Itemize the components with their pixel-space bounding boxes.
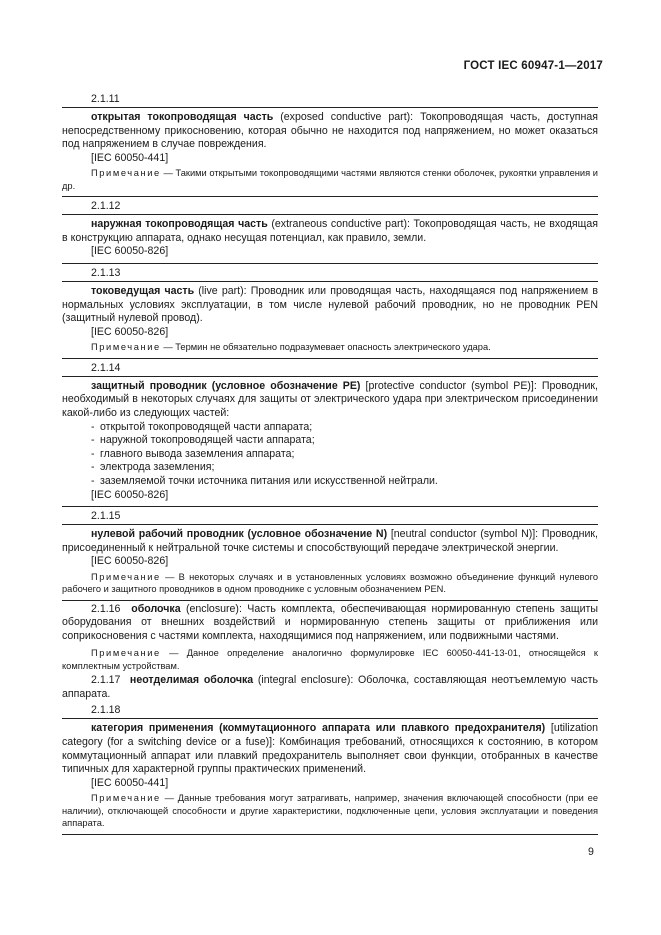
definition-text: защитный проводник (условное обозначение PE) [protective conductor (symbol PE)]: Проводник, необходимый в некоторых случаях для защиты от электрического удара при электрическом присоединении какой-либо из следующих частей: [62,379,598,419]
definition-text: открытая токопроводящая часть (exposed conductive part): Токопроводящая часть, доступная непосредственному прикосновению, которая обычно не находится под напряжением, но может оказаться под напряжением в случае повреждения. [62,111,598,151]
note: Примечание — Термин не обязательно подразумевает опасность электрического удара. [91,342,491,353]
page-content [62,92,598,837]
term: наружная токопроводящая часть [91,218,268,231]
definition-box [62,376,598,507]
list-item: - электрода заземления; [91,461,215,474]
clause-number: 2.1.11 [91,93,120,105]
term: защитный проводник (условное обозначение PE) [91,379,361,392]
definition-text: 2.1.16 оболочка (enclosure): Часть комплекта, обеспечивающая нормированную степень защиты оборудования от внешних воздействий и нормированную степень защиты от приближения или соприкосновения с частями комплекта, находящимися под напряжением, или подвижными частями. [62,602,598,642]
list-item: - главного вывода заземления аппарата; [91,447,295,460]
definition-text: наружная токопроводящая часть (extraneous conductive part): Токопроводящая часть, не входящая в конструкцию аппарата, однако несущая потенциал, как правило, земли. [62,218,598,244]
clause-number: 2.1.17 [91,674,121,687]
clause-number: 2.1.14 [91,361,121,374]
definition-text: нулевой рабочий проводник (условное обозначение N) [neutral conductor (symbol N)]: Проводник, присоединенный к нейтральной точке системы и способствующий передаче электрической энергии. [62,528,598,554]
clause-number: 2.1.16 [91,602,121,615]
note-label: Примечание [91,793,161,804]
definition-text: 2.1.17 неотделимая оболочка (integral enclosure): Оболочка, составляющая неотъемлемую часть аппарата. [62,674,599,700]
note-label: Примечание [91,571,161,582]
definition-box [62,281,598,359]
reference: [IEC 60050-826] [91,245,169,258]
list-item: - заземляемой точки источника питания или искусственной нейтрали. [91,474,438,487]
term: оболочка [131,602,181,615]
reference: [IEC 60050-441] [91,151,169,164]
definition-box [62,107,598,197]
term: нулевой рабочий проводник (условное обозначение N) [91,528,388,541]
note: Примечание — Данное определение аналогично формулировке IEC 60050-441-13-01, относящейся к комплектным устройствам. [62,648,598,671]
term: открытая токопроводящая часть [91,111,274,123]
note: Примечание — В некоторых случаях и в установленных условиях возможно объединение функций нулевого рабочего и защитного проводников в одном проводнике с условным обозначением PEN. [62,571,598,595]
note: Примечание — Такими открытыми токопроводящими частями являются стенки оболочек, рукоятки управления и др. [62,168,598,191]
definition-text: категория применения (коммутационного аппарата или плавкого предохранителя) [utilization category (for a switching device or a fuse)]: Комбинация требований, относящихся к состоянию, в котором коммутационный аппарат или плавкий предохранитель выполняет свои функции, отобранных в качестве типичных для характерной группы практических применений. [62,722,598,776]
note-label: Примечание [91,168,161,179]
page-number: 9 [588,846,594,858]
definition-plain [62,603,598,673]
clause-number: 2.1.12 [91,200,121,213]
reference: [IEC 60050-826] [91,555,169,568]
definition-box [62,524,598,601]
reference: [IEC 60050-441] [91,776,169,789]
document-header: ГОСТ IEC 60947-1—2017 [463,60,603,72]
note-label: Примечание [91,648,161,659]
clause-number: 2.1.13 [91,266,121,279]
term: токоведущая часть [91,284,195,297]
note-label: Примечание [91,342,161,353]
clause-number: 2.1.15 [91,510,121,523]
term: неотделимая оболочка [129,674,254,687]
reference: [IEC 60050-826] [91,325,169,338]
definition-box [62,214,598,264]
list-item: - наружной токопроводящей части аппарата; [91,434,315,447]
definition-text: токоведущая часть (live part): Проводник или проводящая часть, находящаяся под напряжением в нормальных условиях эксплуатации, в том числе нулевой рабочий проводник, но не проводник PEN (защитный нулевой провод). [62,284,598,325]
reference: [IEC 60050-826] [91,488,169,501]
definition-box [62,718,598,834]
clause-number: 2.1.18 [91,704,121,717]
definition-plain [62,674,598,701]
note: Примечание — Данные требования могут затрагивать, например, значения включающей способности (при ее наличии), отключающей способности и другие характеристики, подключенные цепи, условия эксплуатации и поведения аппарата. [62,793,598,829]
list-item: - открытой токопроводящей части аппарата; [91,420,313,433]
term: категория применения (коммутационного аппарата или плавкого предохранителя) [91,722,546,735]
